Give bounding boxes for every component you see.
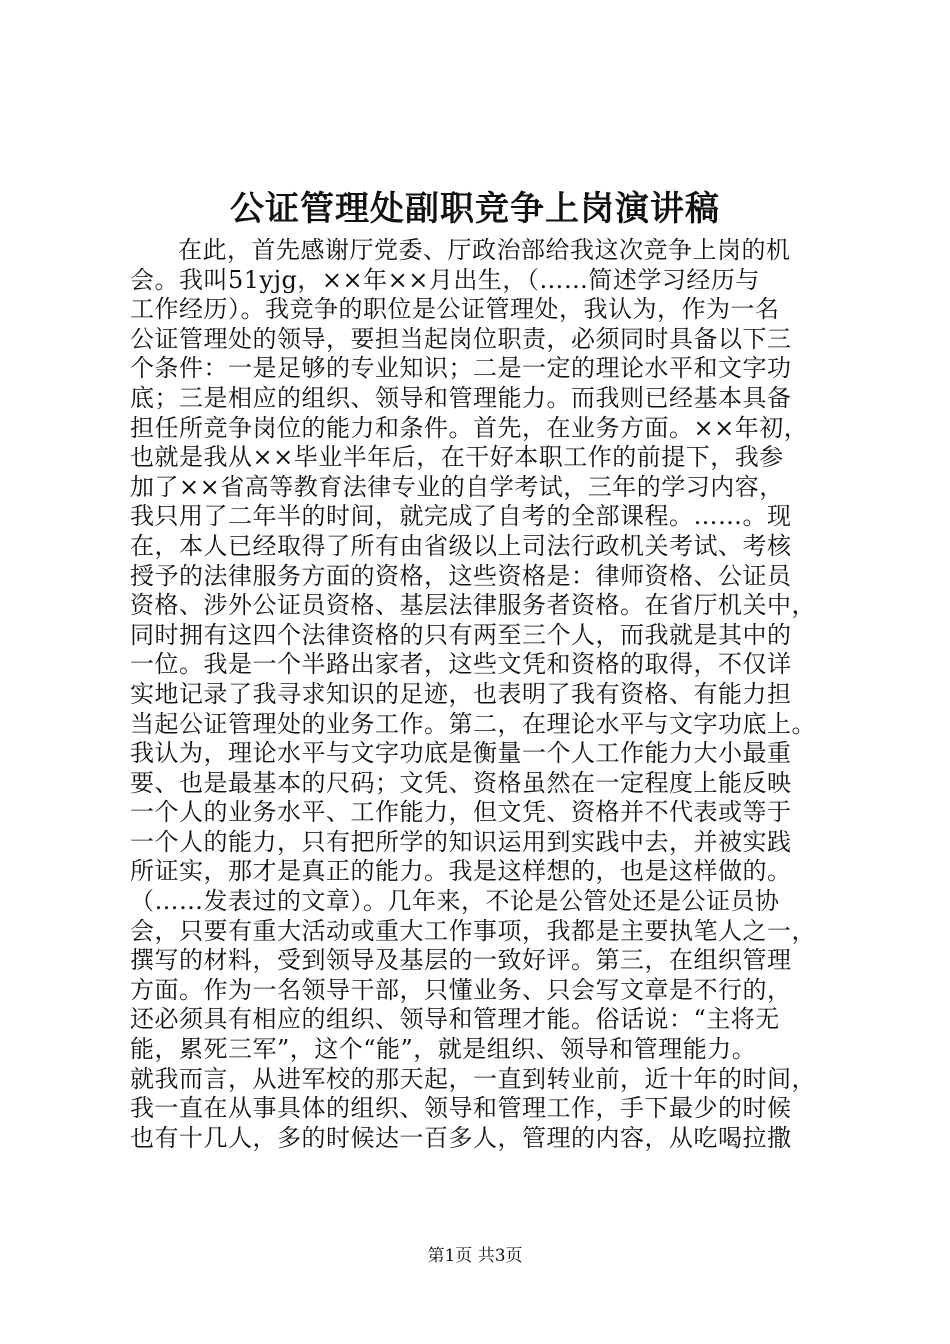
body-line: 会，只要有重大活动或重大工作事项，我都是主要执笔人之一， xyxy=(130,916,816,945)
body-line: 担任所竞争岗位的能力和条件。首先，在业务方面。××年初， xyxy=(130,413,809,442)
body-line: 在此，首先感谢厅党委、厅政治部给我这次竞争上岗的机 xyxy=(178,236,791,264)
body-line: 我一直在从事具体的组织、领导和管理工作，手下最少的时候 xyxy=(130,1094,792,1123)
body-line: 也有十几人，多的时候达一百多人，管理的内容，从吃喝拉撒 xyxy=(130,1123,792,1152)
body-line: 能，累死三军”，这个“能”，就是组织、领导和管理能力。 xyxy=(130,1035,757,1064)
body-line: （……发表过的文章）。几年来，不论是公管处还是公证员协 xyxy=(130,887,780,916)
body-line: 底；三是相应的组织、领导和管理能力。而我则已经基本具备 xyxy=(130,383,792,412)
body-line: 要、也是最基本的尺码；文凭、资格虽然在一定程度上能反映 xyxy=(130,768,792,797)
body-line: 一个人的能力，只有把所学的知识运用到实践中去，并被实践 xyxy=(130,827,792,856)
body-line: 加了××省高等教育法律专业的自学考试，三年的学习内容， xyxy=(130,472,784,501)
body-line: 还必须具有相应的组织、领导和管理才能。俗话说：“主将无 xyxy=(130,1005,780,1034)
body-line: 公证管理处的领导，要担当起岗位职责，必须同时具备以下三 xyxy=(130,324,792,353)
document-title: 公证管理处副职竞争上岗演讲稿 xyxy=(230,189,720,229)
body-line: 我只用了二年半的时间，就完成了自考的全部课程。……。现 xyxy=(130,502,792,531)
body-line: 实地记录了我寻求知识的足迹，也表明了我有资格、有能力担 xyxy=(130,679,792,708)
body-line: 同时拥有这四个法律资格的只有两至三个人，而我就是其中的 xyxy=(130,620,792,649)
body-line: 个条件：一是足够的专业知识；二是一定的理论水平和文字功 xyxy=(130,354,792,383)
body-line: 我认为，理论水平与文字功底是衡量一个人工作能力大小最重 xyxy=(130,739,792,768)
body-line: 方面。作为一名领导干部，只懂业务、只会写文章是不行的， xyxy=(130,975,792,1004)
body-line: 工作经历）。我竞争的职位是公证管理处，我认为，作为一名 xyxy=(130,295,780,324)
body-line: 会。我叫51yjg，××年××月出生，（……简述学习经历与 xyxy=(130,265,760,294)
body-line: 一个人的业务水平、工作能力，但文凭、资格并不代表或等于 xyxy=(130,798,792,827)
body-line: 撰写的材料，受到领导及基层的一致好评。第三，在组织管理 xyxy=(130,946,792,975)
body-line: 当起公证管理处的业务工作。第二，在理论水平与文字功底上。 xyxy=(130,709,816,738)
page-number: 第1页 共3页 xyxy=(427,1246,523,1266)
body-line: 在，本人已经取得了所有由省级以上司法行政机关考试、考核 xyxy=(130,531,792,560)
body-line: 资格、涉外公证员资格、基层法律服务者资格。在省厅机关中， xyxy=(130,591,816,620)
body-line: 一位。我是一个半路出家者，这些文凭和资格的取得，不仅详 xyxy=(130,650,792,679)
body-line: 授予的法律服务方面的资格，这些资格是：律师资格、公证员 xyxy=(130,561,792,590)
document-body xyxy=(130,236,830,1153)
body-line: 也就是我从××毕业半年后，在干好本职工作的前提下，我参 xyxy=(130,443,784,472)
body-line: 所证实，那才是真正的能力。我是这样想的，也是这样做的。 xyxy=(130,857,792,886)
body-line: 就我而言，从进军校的那天起，一直到转业前，近十年的时间， xyxy=(130,1064,816,1093)
